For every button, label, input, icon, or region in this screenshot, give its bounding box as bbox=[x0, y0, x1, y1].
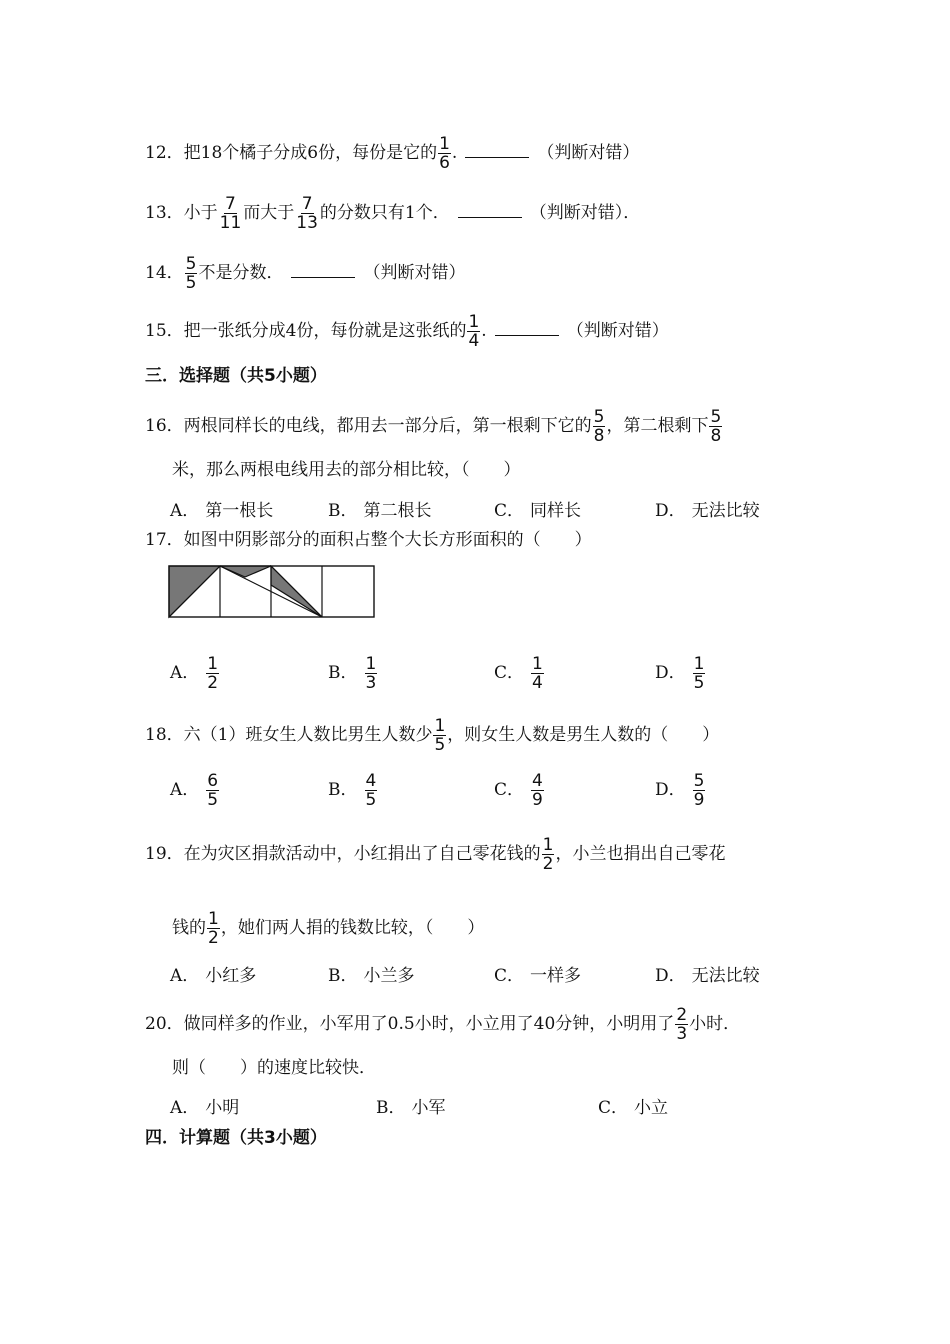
question-12: 12．把18个橘子分成6份，每份是它的 $\frac{1}{6}$ . （判断对错） bbox=[145, 134, 640, 173]
option-d[interactable]: D． 无法比较 bbox=[655, 966, 760, 986]
fraction: $\frac{1}{5}$ bbox=[434, 716, 446, 755]
fraction: $\frac{5}{5}$ bbox=[185, 254, 197, 293]
section-heading-calculation: 四．计算题（共3小题） bbox=[145, 1128, 327, 1148]
fraction: $\frac{2}{3}$ bbox=[676, 1005, 688, 1044]
question-15: 15．把一张纸分成4份，每份就是这张纸的 $\frac{1}{4}$ . （判断对错） bbox=[145, 312, 669, 351]
fraction: $\frac{1}{5}$ bbox=[693, 654, 705, 693]
fraction: $\frac{1}{2}$ bbox=[208, 909, 219, 948]
shaded-rectangle-figure bbox=[168, 565, 378, 621]
fraction: $\frac{5}{8}$ bbox=[593, 407, 605, 446]
option-d[interactable]: D． $\frac{1}{5}$ bbox=[655, 654, 705, 693]
option-c[interactable]: C． $\frac{4}{9}$ bbox=[494, 771, 543, 810]
option-c[interactable]: C． 同样长 bbox=[494, 501, 582, 521]
fraction: $\frac{5}{9}$ bbox=[693, 771, 705, 810]
question-18: 18．六（1）班女生人数比男生人数少 $\frac{1}{5}$ ，则女生人数是男生人数的（ ） bbox=[145, 716, 720, 755]
option-b[interactable]: B． 小兰多 bbox=[328, 966, 415, 986]
option-b[interactable]: B． 第二根长 bbox=[328, 501, 432, 521]
option-a[interactable]: A． 第一根长 bbox=[170, 501, 274, 521]
question-16: 16．两根同样长的电线，都用去一部分后，第一根剩下它的 $\frac{5}{8}$ ，第二根剩下 $\frac{5}{8}$ bbox=[145, 407, 722, 446]
answer-blank[interactable] bbox=[465, 143, 529, 158]
question-13: 13．小于 $\frac{7}{11}$ 而大于 $\frac{7}{13}$ 的分数只有1个． （判断对错）． bbox=[145, 194, 641, 233]
diagonal-line bbox=[271, 566, 322, 617]
fraction: $\frac{1}{2}$ bbox=[207, 654, 219, 693]
question-20: 20．做同样多的作业，小军用了0.5小时，小立用了40分钟，小明用了 $\frac{2}{3}$ 小时． bbox=[145, 1005, 741, 1044]
option-d[interactable]: D． $\frac{5}{9}$ bbox=[655, 771, 705, 810]
fraction: $\frac{1}{6}$ bbox=[439, 134, 450, 173]
answer-blank[interactable] bbox=[291, 263, 355, 278]
fraction: $\frac{1}{2}$ bbox=[542, 835, 554, 874]
fraction: $\frac{7}{13}$ bbox=[296, 194, 318, 233]
question-19: 19．在为灾区捐款活动中，小红捐出了自己零花钱的 $\frac{1}{2}$ ，小兰也捐出自己零花 bbox=[145, 835, 726, 874]
section-heading-choice: 三．选择题（共5小题） bbox=[145, 366, 327, 386]
option-b[interactable]: B． $\frac{1}{3}$ bbox=[328, 654, 377, 693]
shaded-triangle bbox=[220, 566, 271, 577]
option-a[interactable]: A． 小红多 bbox=[170, 966, 257, 986]
answer-blank[interactable] bbox=[495, 321, 559, 336]
question-19-line2: 钱的 $\frac{1}{2}$ ，她们两人捐的钱数比较，（ ） bbox=[172, 909, 485, 948]
option-b[interactable]: B． 小军 bbox=[376, 1098, 446, 1118]
question-20-line2: 则（ ）的速度比较快． bbox=[172, 1058, 376, 1078]
fraction: $\frac{6}{5}$ bbox=[207, 771, 219, 810]
fraction: $\frac{1}{4}$ bbox=[532, 654, 543, 693]
question-17: 17．如图中阴影部分的面积占整个大长方形面积的（ ） bbox=[145, 530, 592, 550]
option-c[interactable]: C． 一样多 bbox=[494, 966, 582, 986]
fraction: $\frac{4}{5}$ bbox=[365, 771, 377, 810]
option-a[interactable]: A． 小明 bbox=[170, 1098, 240, 1118]
fraction: $\frac{5}{8}$ bbox=[710, 407, 722, 446]
answer-blank[interactable] bbox=[458, 203, 522, 218]
fraction: $\frac{1}{3}$ bbox=[365, 654, 377, 693]
option-a[interactable]: A． $\frac{6}{5}$ bbox=[170, 771, 219, 810]
option-c[interactable]: C． 小立 bbox=[598, 1098, 669, 1118]
option-d[interactable]: D． 无法比较 bbox=[655, 501, 760, 521]
fraction: $\frac{1}{4}$ bbox=[468, 312, 480, 351]
option-b[interactable]: B． $\frac{4}{5}$ bbox=[328, 771, 377, 810]
question-14: 14． $\frac{5}{5}$ 不是分数． （判断对错） bbox=[145, 254, 466, 293]
fraction: $\frac{4}{9}$ bbox=[532, 771, 543, 810]
option-a[interactable]: A． $\frac{1}{2}$ bbox=[170, 654, 219, 693]
question-16-line2: 米，那么两根电线用去的部分相比较，（ ） bbox=[172, 460, 521, 480]
fraction: $\frac{7}{11}$ bbox=[219, 194, 242, 233]
option-c[interactable]: C． $\frac{1}{4}$ bbox=[494, 654, 543, 693]
